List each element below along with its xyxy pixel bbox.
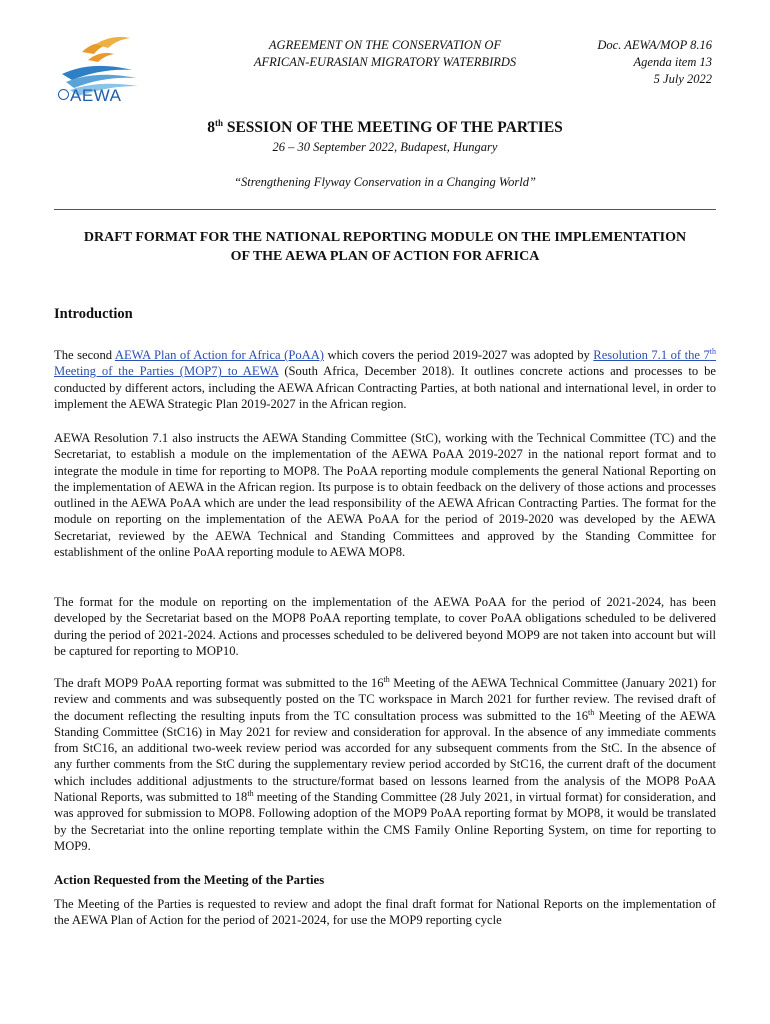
session-ordinal-suffix: th (214, 118, 223, 128)
logo-text: AEWA (70, 86, 122, 105)
document-title-line-1: DRAFT FORMAT FOR THE NATIONAL REPORTING MODULE ON THE IMPLEMENTATION (83, 230, 687, 245)
session-title-text: SESSION OF THE MEETING OF THE PARTIES (222, 119, 563, 137)
intro-paragraph-3 (54, 594, 716, 659)
p4-text-1: The draft MOP9 PoAA reporting format was submitted to the 16 (54, 676, 384, 690)
doc-date: 5 July 2022 (653, 72, 712, 86)
p4-text-4: meeting of the Standing Committee (28 July 2021, in virtual format) for consideration, and was approved for submission to MOP8. Following adoption of the MOP9 PoAA reporting format by MOP8, it would be translated by the Secretariat into the online reporting template within the CMS Family Online Reporting System, on time for reporting to MOP9. (54, 790, 716, 853)
resolution-link-text-b: Meeting of the Parties (MOP7) to AEWA (54, 364, 279, 379)
p1-text-1: The second (54, 348, 115, 362)
action-paragraph (54, 896, 716, 929)
p4-text-2: Meeting of the AEWA Technical Committee (January 2021) for review and comments and was subsequently posted on the TC workspace in March 2021 for further review. The revised draft of the document reflecting the resulting inputs from the TC consultation process was submitted to the 16 (54, 676, 716, 723)
intro-paragraph-1 (54, 347, 716, 412)
p4-text-3: Meeting of the AEWA Standing Committee (StC16) in May 2021 for review and consideration for approval. In the absence of any immediate comments from StC16, an additional two-week review period was accorded for any subsequent comments from the StC. In the absence of any further comments from the StC during the supplementary review period accorded by StC16, the current draft of the document which includes additional adjustments to the structure/format based on lessons learned from the analysis of the MOP8 PoAA National Reports, was submitted to 18 (54, 708, 716, 805)
p4-sup-1: th (383, 674, 390, 684)
doc-reference: Doc. AEWA/MOP 8.16 (597, 38, 712, 52)
resolution-link-sup: th (709, 346, 717, 356)
header-divider (54, 209, 716, 210)
session-ordinal: 8 (207, 119, 215, 137)
action-heading: Action Requested from the Meeting of the Parties (54, 873, 325, 887)
agreement-title (210, 37, 560, 71)
un-emblem-icon (58, 89, 69, 100)
poaa-link[interactable]: AEWA Plan of Action for Africa (PoAA) (114, 348, 325, 362)
agreement-line-1: AGREEMENT ON THE CONSERVATION OF (268, 38, 502, 52)
session-theme: “Strengthening Flyway Conservation in a Changing World” (234, 175, 536, 189)
p3-text: The format for the module on reporting on the implementation of the AEWA PoAA for the period of 2021-2024, has been developed by the Secretariat based on the MOP8 PoAA reporting template, to cover PoAA obligations scheduled to be delivered during the period of 2021-2024. Actions and processes scheduled to be delivered beyond MOP9 are not taken into account but will be captured for reporting to MOP10. (54, 595, 716, 658)
session-title (0, 118, 770, 137)
document-title-line-2: OF THE AEWA PLAN OF ACTION FOR AFRICA (230, 249, 540, 264)
p4-sup-3: th (247, 788, 254, 798)
introduction-heading: Introduction (54, 306, 133, 322)
resolution-link-text-a: Resolution 7.1 of the 7 (593, 348, 710, 362)
intro-paragraph-4 (54, 675, 716, 854)
agenda-item: Agenda item 13 (633, 55, 712, 69)
p2-text: AEWA Resolution 7.1 also instructs the AEWA Standing Committee (StC), working with the Technical Committee (TC) and the Secretariat, to establish a module on the implementation of the AEWA PoAA 2019-2027 in the national report format and to integrate the module in time for reporting to MOP8. The PoAA reporting module complements the general National Reporting on the implementation of AEWA in the African region. Its purpose is to obtain feedback on the delivery of those actions and processes outlined in the AEWA PoAA which are under the lead responsibility of the AEWA African Contracting Parties. The format for the module on reporting on the implementation of the AEWA PoAA for the period of 2019-2020 was developed by the AEWA Secretariat, reviewed by the AEWA Technical and Standing Committees and approved by the Standing Committee for establishment of the online PoAA reporting module to AEWA MOP8. (54, 431, 716, 560)
document-info (597, 37, 712, 88)
session-dates-location: 26 – 30 September 2022, Budapest, Hungary (272, 140, 498, 154)
p1-text-2: which covers the period 2019-2027 was adopted by (324, 348, 594, 362)
p1-text-3: (South Africa, December 2018). It outlines concrete actions and processes to be conducted by different actors, including the AEWA African Contracting Parties, at both national and international level, in order to implement the AEWA Strategic Plan 2019-2027 in the African region. (54, 364, 716, 411)
document-title (54, 228, 716, 266)
action-text: The Meeting of the Parties is requested to review and adopt the final draft format for National Reports on the implementation of the AEWA Plan of Action for the period of 2021-2024, for use the MOP9 reporting cycle (54, 897, 716, 928)
p4-sup-2: th (588, 707, 595, 717)
agreement-line-2: AFRICAN-EURASIAN MIGRATORY WATERBIRDS (253, 55, 517, 69)
intro-paragraph-2 (54, 430, 716, 560)
